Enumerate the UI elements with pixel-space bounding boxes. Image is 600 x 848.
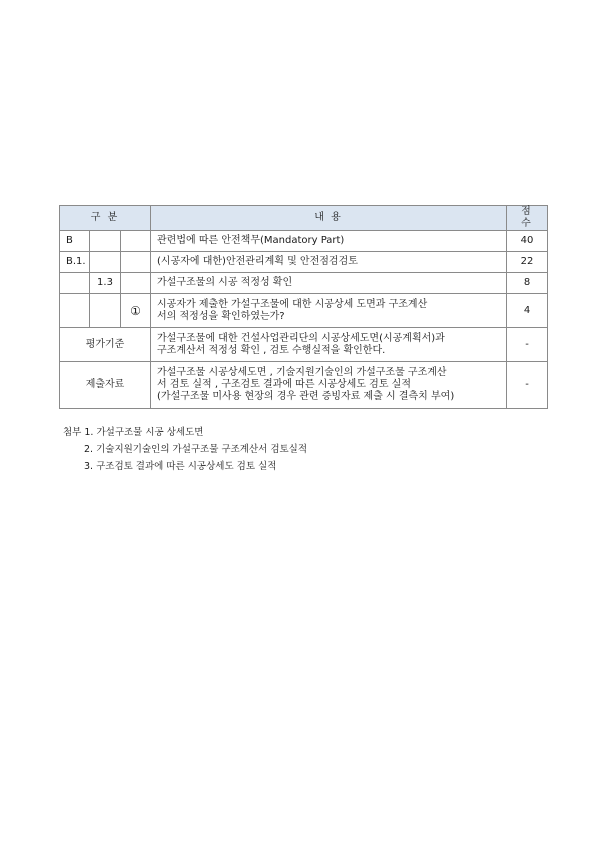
score-cell: 22 [507, 252, 548, 273]
attachment-item [63, 458, 307, 475]
header-score: 점 수 [507, 206, 548, 231]
attachments-prefix: 첨부 [63, 427, 82, 438]
content-line: 시공자가 제출한 가설구조물에 대한 시공상세 도면과 구조계산 [157, 298, 428, 310]
table-header-row [60, 206, 548, 231]
documents-line: 가설구조물 시공상세도면 , 기술지원기술인의 가설구조물 구조계산 [157, 367, 447, 378]
attachment-item [63, 424, 307, 441]
level1-cell: B.1. [60, 252, 90, 273]
level2-cell [90, 252, 121, 273]
documents-score: - [507, 362, 548, 409]
score-cell: 40 [507, 231, 548, 252]
attachments-list [63, 424, 307, 475]
criteria-line: 가설구조물에 대한 건설사업관리단의 시공상세도면(시공계획서)과 [157, 332, 445, 344]
content-cell: 가설구조물의 시공 적정성 확인 [151, 273, 507, 294]
level2-cell: 1.3 [90, 273, 121, 294]
documents-line: (가설구조물 미사용 현장의 경우 관련 증빙자료 제출 시 결측치 부여) [157, 391, 455, 402]
documents-line: 서 검토 실적 , 구조검토 결과에 따른 시공상세도 검토 실적 [157, 379, 411, 390]
table-row [60, 294, 548, 328]
table-row [60, 273, 548, 294]
attachment-text: 3. 구조검토 결과에 따른 시공상세도 검토 실적 [84, 461, 277, 472]
content-line: 서의 적정성을 확인하였는가? [157, 310, 285, 322]
content-cell: (시공자에 대한)안전관리계획 및 안전점검검토 [151, 252, 507, 273]
documents-label: 제출자료 [60, 362, 151, 409]
header-content: 내 용 [151, 206, 507, 231]
level1-cell [60, 273, 90, 294]
attachment-text: 1. 가설구조물 시공 상세도면 [84, 427, 204, 438]
content-cell [151, 294, 507, 328]
content-cell: 관련법에 따른 안전책무(Mandatory Part) [151, 231, 507, 252]
attachment-item [63, 441, 307, 458]
level2-cell [90, 294, 121, 328]
table-row [60, 252, 548, 273]
level2-cell [90, 231, 121, 252]
level1-cell: B [60, 231, 90, 252]
criteria-row [60, 328, 548, 362]
criteria-line: 구조계산서 적정성 확인 , 검토 수행실적을 확인한다. [157, 344, 386, 356]
level3-cell [121, 252, 151, 273]
level1-cell [60, 294, 90, 328]
criteria-content [151, 328, 507, 362]
documents-row [60, 362, 548, 409]
level3-cell [121, 273, 151, 294]
documents-content [151, 362, 507, 409]
evaluation-table [59, 205, 548, 409]
header-category: 구 분 [60, 206, 151, 231]
level3-cell [121, 231, 151, 252]
table-row [60, 231, 548, 252]
criteria-score: - [507, 328, 548, 362]
attachment-text: 2. 기술지원기술인의 가설구조물 구조계산서 검토실적 [84, 444, 308, 455]
level3-cell: ① [121, 294, 151, 328]
score-cell: 4 [507, 294, 548, 328]
criteria-label: 평가기준 [60, 328, 151, 362]
score-cell: 8 [507, 273, 548, 294]
